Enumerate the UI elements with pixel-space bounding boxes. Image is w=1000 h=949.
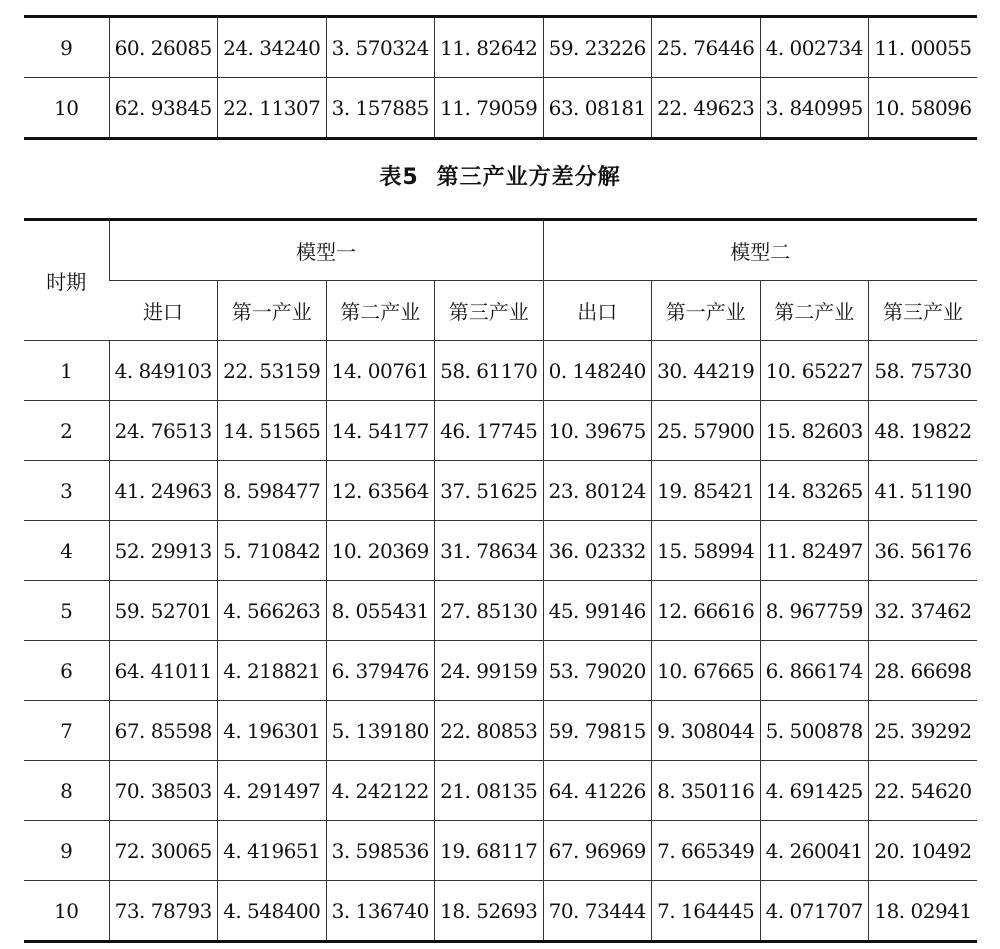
value-cell: 27. 85130 [435,581,544,641]
model2-column-header: 第三产业 [869,281,978,341]
value-cell: 10. 58096 [869,78,978,139]
table-row [24,701,977,761]
value-cell: 70. 38503 [109,761,218,821]
value-cell: 24. 76513 [109,401,218,461]
value-cell: 6. 866174 [760,641,869,701]
period-cell: 9 [24,17,109,78]
value-cell: 22. 54620 [869,761,978,821]
period-cell: 6 [24,641,109,701]
table-row [24,17,977,78]
value-cell: 4. 260041 [760,821,869,881]
value-cell: 3. 598536 [326,821,435,881]
value-cell: 31. 78634 [435,521,544,581]
value-cell: 10. 67665 [652,641,761,701]
model2-column-header: 第一产业 [652,281,761,341]
value-cell: 18. 52693 [435,881,544,942]
value-cell: 25. 76446 [652,17,761,78]
table-row [24,521,977,581]
value-cell: 36. 02332 [543,521,652,581]
period-cell: 10 [54,95,79,120]
value-cell: 41. 51190 [869,461,978,521]
value-cell: 11. 79059 [435,78,544,139]
period-cell: 10 [54,898,79,923]
value-cell: 12. 66616 [652,581,761,641]
value-cell: 41. 24963 [109,461,218,521]
value-cell: 28. 66698 [869,641,978,701]
table-row [24,401,977,461]
value-cell: 64. 41011 [109,641,218,701]
table-row [24,881,977,942]
model2-column-header: 出口 [543,281,652,341]
value-cell: 4. 196301 [218,701,327,761]
value-cell: 12. 63564 [326,461,435,521]
table-row [24,821,977,881]
model1-column-header: 第二产业 [326,281,435,341]
value-cell: 4. 242122 [326,761,435,821]
header-row-columns [24,281,977,341]
value-cell: 8. 055431 [326,581,435,641]
continued-table [24,15,977,140]
model2-header: 模型二 [543,220,977,281]
value-cell: 22. 80853 [435,701,544,761]
value-cell: 11. 00055 [869,17,978,78]
value-cell: 3. 570324 [326,17,435,78]
value-cell: 24. 34240 [218,17,327,78]
value-cell: 8. 598477 [218,461,327,521]
value-cell: 73. 78793 [109,881,218,942]
value-cell: 14. 00761 [326,341,435,401]
value-cell: 8. 350116 [652,761,761,821]
value-cell: 52. 29913 [109,521,218,581]
period-cell: 8 [24,761,109,821]
value-cell: 4. 071707 [760,881,869,942]
period-cell: 4 [24,521,109,581]
variance-table-body [24,341,977,942]
value-cell: 46. 17745 [435,401,544,461]
value-cell: 9. 308044 [652,701,761,761]
value-cell: 58. 61170 [435,341,544,401]
model1-column-header: 第一产业 [218,281,327,341]
period-header: 时期 [24,220,109,341]
value-cell: 53. 79020 [543,641,652,701]
model2-column-header: 第二产业 [760,281,869,341]
value-cell: 3. 136740 [326,881,435,942]
value-cell: 8. 967759 [760,581,869,641]
period-cell: 7 [24,701,109,761]
value-cell: 5. 139180 [326,701,435,761]
value-cell: 0. 148240 [543,341,652,401]
value-cell: 70. 73444 [543,881,652,942]
value-cell: 4. 849103 [109,341,218,401]
period-cell: 9 [24,821,109,881]
value-cell: 67. 85598 [109,701,218,761]
value-cell: 22. 53159 [218,341,327,401]
period-cell: 3 [24,461,109,521]
value-cell: 48. 19822 [869,401,978,461]
table-row [24,641,977,701]
value-cell: 14. 51565 [218,401,327,461]
value-cell: 37. 51625 [435,461,544,521]
value-cell: 45. 99146 [543,581,652,641]
table-caption [0,160,1000,191]
table-row [24,78,977,139]
value-cell: 3. 157885 [326,78,435,139]
period-cell: 2 [24,401,109,461]
value-cell: 30. 44219 [652,341,761,401]
value-cell: 59. 79815 [543,701,652,761]
value-cell: 18. 02941 [869,881,978,942]
value-cell: 32. 37462 [869,581,978,641]
value-cell: 23. 80124 [543,461,652,521]
value-cell: 19. 68117 [435,821,544,881]
table-row [24,461,977,521]
value-cell: 5. 710842 [218,521,327,581]
table-number: 表5 [379,165,419,190]
value-cell: 63. 08181 [543,78,652,139]
value-cell: 21. 08135 [435,761,544,821]
value-cell: 19. 85421 [652,461,761,521]
value-cell: 14. 83265 [760,461,869,521]
value-cell: 72. 30065 [109,821,218,881]
model1-column-header: 进口 [109,281,218,341]
value-cell: 24. 99159 [435,641,544,701]
value-cell: 4. 002734 [760,17,869,78]
value-cell: 22. 11307 [218,78,327,139]
model1-column-header: 第三产业 [435,281,544,341]
value-cell: 36. 56176 [869,521,978,581]
value-cell: 67. 96969 [543,821,652,881]
value-cell: 14. 54177 [326,401,435,461]
value-cell: 11. 82497 [760,521,869,581]
value-cell: 60. 26085 [109,17,218,78]
value-cell: 64. 41226 [543,761,652,821]
value-cell: 25. 57900 [652,401,761,461]
value-cell: 10. 20369 [326,521,435,581]
value-cell: 4. 419651 [218,821,327,881]
value-cell: 4. 291497 [218,761,327,821]
value-cell: 22. 49623 [652,78,761,139]
value-cell: 11. 82642 [435,17,544,78]
value-cell: 4. 566263 [218,581,327,641]
value-cell: 10. 39675 [543,401,652,461]
value-cell: 25. 39292 [869,701,978,761]
value-cell: 10. 65227 [760,341,869,401]
value-cell: 6. 379476 [326,641,435,701]
value-cell: 7. 665349 [652,821,761,881]
period-cell: 5 [24,581,109,641]
continued-table-body [24,17,977,139]
value-cell: 59. 23226 [543,17,652,78]
value-cell: 4. 691425 [760,761,869,821]
table-row [24,581,977,641]
value-cell: 20. 10492 [869,821,978,881]
value-cell: 4. 548400 [218,881,327,942]
value-cell: 3. 840995 [760,78,869,139]
value-cell: 62. 93845 [109,78,218,139]
table-title: 第三产业方差分解 [436,165,621,190]
value-cell: 59. 52701 [109,581,218,641]
table-row [24,761,977,821]
value-cell: 5. 500878 [760,701,869,761]
period-cell: 1 [24,341,109,401]
value-cell: 15. 58994 [652,521,761,581]
value-cell: 7. 164445 [652,881,761,942]
table-row [24,341,977,401]
value-cell: 15. 82603 [760,401,869,461]
value-cell: 4. 218821 [218,641,327,701]
value-cell: 58. 75730 [869,341,978,401]
variance-decomposition-table [24,218,977,943]
model1-header: 模型一 [109,220,543,281]
header-row-models [24,220,977,281]
